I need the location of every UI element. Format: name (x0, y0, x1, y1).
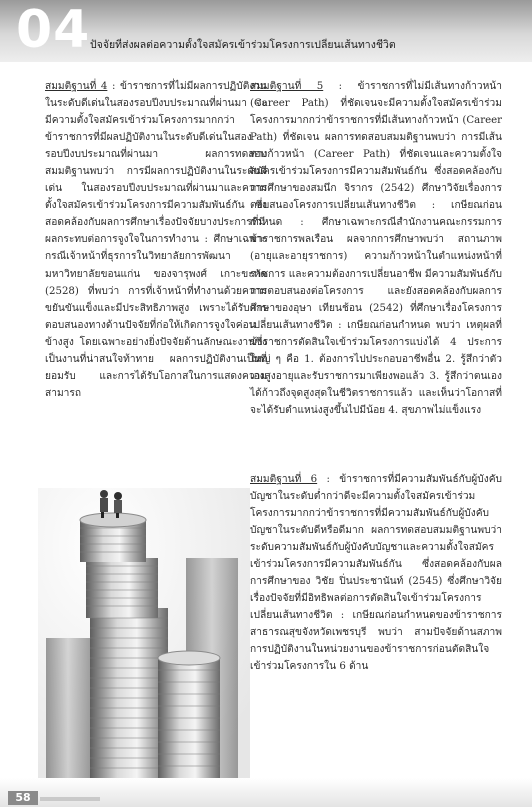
hypothesis-5-text: : ข้าราชการที่ไม่มีเส้นทางก้าวหน้า (Career Path) ที่ชัดเจนจะมีความตั้งใจสมัครเข้าร่วมโครงการมากกว่าข้าราชการที่มีเส้นทางก้าวหน้า (Career Path) ที่ชัดเจน ผลการทดสอบสมมติฐานพบว่า การมีเส้นทางก้าวหน้า (Career Path) ที่ชัดเจนและความตั้งใจสมัครเข้าร่วมโครงการมีความสัมพันธ์กัน ซึ่งสอดคล้องกับการศึกษาของสมนึก จิรากร (2542) ศึกษาวิจัยเรื่องการตอบสนองโครงการเปลี่ยนเส้นทางชีวิต : เกษียณก่อนกำหนด : ศึกษาเฉพาะกรณีสำนักงานคณะกรรมการข้าราชการพลเรือน ผลจากการศึกษาพบว่า สถานภาพ (อายุและอายุราชการ) ความก้าวหน้าในตำแหน่งหน้าที่ราชการ และความต้องการเปลี่ยนอาชีพ มีความสัมพันธ์กับการตอบสนองต่อโครงการ และยังสอดคล้องกับผลการศึกษาของอุษา เทียนช้อน (2542) ที่ศึกษาเรื่องโครงการเปลี่ยนเส้นทางชีวิต : เกษียณก่อนกำหนด พบว่า เหตุผลที่ข้าราชการตัดสินใจเข้าร่วมโครงการแบ่งได้ 4 ประการใหญ่ ๆ คือ 1. ต้องการไปประกอบอาชีพอื่น 2. รู้สึกว่าตัวเองสูงอายุและรับราชการมาเพียงพอแล้ว 3. รู้สึกว่าตนเองได้ก้าวถึงจุดสูงสุดในชีวิตราชการแล้ว และเห็นว่าโอกาสที่จะได้รับตำแหน่งสูงขึ้นไปมีน้อย 4. สุขภาพไม่แข็งแรง (250, 81, 503, 416)
hypothesis-4-paragraph (45, 78, 267, 402)
hypothesis-4-label: สมมติฐานที่ 4 (45, 81, 108, 92)
hypothesis-6-text: : ข้าราชการที่มีความสัมพันธ์กับผู้บังคับบัญชาในระดับต่ำกว่าดีจะมีความตั้งใจสมัครเข้าร่วมโครงการมากกว่าข้าราชการที่มีความสัมพันธ์กับผู้บังคับบัญชาในระดับดีหรือดีมาก ผลการทดสอบสมมติฐานพบว่า ระดับความสัมพันธ์กับผู้บังคับบัญชาและความตั้งใจสมัครเข้าร่วมโครงการมีความสัมพันธ์กัน ซึ่งสอดคล้องกับผลการศึกษาของ วิชัย ปิ่นประชานันท์ (2545) ซึ่งศึกษาวิจัยเรื่องปัจจัยที่มีอิทธิพลต่อการตัดสินใจเข้าร่วมโครงการเปลี่ยนเส้นทางชีวิต : เกษียณก่อนกำหนดของข้าราชการสาธารณสุขจังหวัดเพชรบุรี พบว่า สามปัจจัยด้านสภาพการปฏิบัติงานในหน่วยงานของข้าราชการก่อนตัดสินใจเข้าร่วมโครงการใน 6 ด้าน (250, 473, 503, 673)
right-column (250, 78, 502, 676)
page-number: 58 (8, 791, 38, 805)
hypothesis-5-label: สมมติฐานที่ 5 (250, 81, 324, 92)
hypothesis-6-paragraph (250, 471, 502, 676)
coin-stack-photo (38, 488, 250, 778)
chapter-title: ปัจจัยที่ส่งผลต่อความตั้งใจสมัครเข้าร่วมโครงการเปลี่ยนเส้นทางชีวิต (90, 39, 396, 51)
left-column (45, 78, 267, 402)
hypothesis-4-text: : ข้าราชการที่ไม่มีผลการปฏิบัติงานในระดับดีเด่นในสองรอบปีงบประมาณที่ผ่านมา จะมีความตั้งใจสมัครเข้าร่วมโครงการมากกว่าข้าราชการที่มีผลปฏิบัติงานในระดับดีเด่นในสองรอบปีงบประมาณที่ผ่านมา ผลการทดสอบสมมติฐานพบว่า การมีผลการปฏิบัติงานในระดับดีเด่น ในสองรอบปีงบประมาณที่ผ่านมาและความตั้งใจสมัครเข้าร่วมโครงการมีความสัมพันธ์กัน ซึ่งสอดคล้องกับผลการศึกษาเรื่องปัจจัยบางประการที่มีผลกระทบต่อการจูงใจในการทำงาน : ศึกษาเฉพาะกรณีเจ้าหน้าที่ธุรการในวิทยาลัยการพัฒนามหาวิทยาลัยขอนแก่น ของจารุพงศ์ เกาะขะหัด (2528) ที่พบว่า การที่เจ้าหน้าที่ทำงานด้วยความขยันขันแข็งและมีประสิทธิภาพสูง เพราะได้รับการตอบสนองทางด้านปัจจัยที่ก่อให้เกิดการจูงใจค่อนข้างสูง โดยเฉพาะอย่างยิ่งปัจจัยด้านลักษณะงานซึ่งเป็นงานที่น่าสนใจท้าทาย ผลการปฏิบัติงานเป็นที่ยอมรับ และการได้รับโอกาสในการแสดงความสามารถ (45, 81, 267, 399)
page-footer (0, 778, 532, 807)
hypothesis-5-paragraph (250, 78, 502, 419)
footer-decoration (40, 797, 100, 801)
chapter-number: 04 (16, 0, 91, 60)
hypothesis-6-label: สมมติฐานที่ 6 (250, 473, 318, 485)
